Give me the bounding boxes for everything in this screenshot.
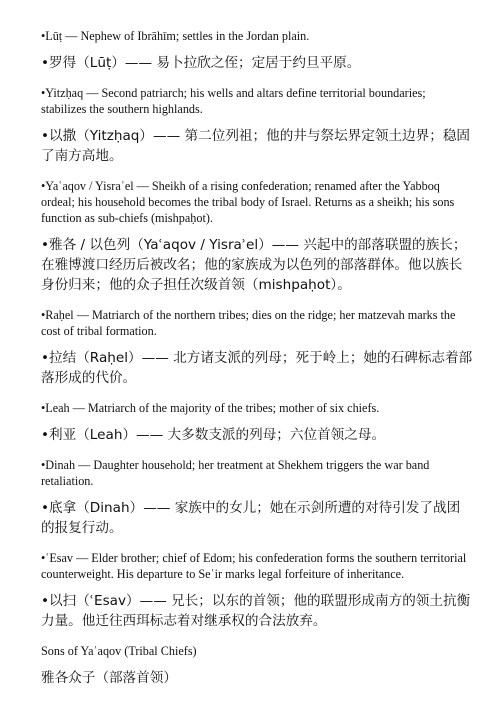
entry-lut-zh: •罗得（Lūṭ）—— 易卜拉欣之侄；定居于约旦平原。 bbox=[41, 55, 361, 71]
entry-rahel-en: •Raḥel — Matriarch of the northern tribes; dies on the ridge; her matzevah marks the cost of tribal formation. bbox=[41, 308, 456, 338]
entry-yitzhaq-en: •Yitzḥaq — Second patriarch; his wells and altars define territorial boundaries; stabilizes the southern highlands. bbox=[41, 86, 426, 116]
entry-yaaqov-en: •Yaʿaqov / Yisraʾel — Sheikh of a rising confederation; renamed after the Yabboq ordeal; his household becomes the tribal body of Israel. Returns as a sheikh; his sons function as sub-chiefs (mishpaḥot). bbox=[41, 179, 455, 225]
entry-dinah-zh: •底拿（Dinah）—— 家族中的女儿；她在示剑所遭的对待引发了战团的报复行动。 bbox=[41, 500, 461, 536]
entry-yaaqov-zh: •雅各 / 以色列（Yaʿaqov / Yisraʾel）—— 兴起中的部落联盟的族长；在雅博渡口经历后被改名；他的家族成为以色列的部落群体。他以族长身份归来；他的众子担任次级首领（mishpaḥot）。 bbox=[41, 237, 467, 293]
entry-leah-en: •Leah — Matriarch of the majority of the tribes; mother of six chiefs. bbox=[41, 401, 380, 415]
section-heading-en: Sons of Yaʿaqov (Tribal Chiefs) bbox=[41, 644, 197, 658]
entry-esav-en: •ʿEsav — Elder brother; chief of Edom; his confederation forms the southern territorial counterweight. His departure to Seʿir marks legal forfeiture of inheritance. bbox=[41, 551, 467, 581]
entry-yitzhaq-zh: •以撒（Yitzḥaq）—— 第二位列祖；他的井与祭坛界定领土边界；稳固了南方高地。 bbox=[41, 128, 471, 164]
document-page bbox=[41, 28, 473, 688]
entry-esav-zh: •以扫（ʿEsav）—— 兄长；以东的首领；他的联盟形成南方的领土抗衡力量。他迁往西珥标志着对继承权的合法放弃。 bbox=[41, 593, 471, 629]
entry-dinah-en: •Dinah — Daughter household; her treatment at Shekhem triggers the war band retaliation. bbox=[41, 458, 430, 488]
entry-rahel-zh: •拉结（Raḥel）—— 北方诸支派的列母；死于岭上；她的石碑标志着部落形成的代价。 bbox=[41, 350, 473, 386]
entry-leah-zh: •利亚（Leah）—— 大多数支派的列母；六位首领之母。 bbox=[41, 427, 386, 443]
section-heading-zh: 雅各众子（部落首领） bbox=[41, 670, 177, 686]
entry-lut-en: •Lūṭ — Nephew of Ibrāhīm; settles in the Jordan plain. bbox=[41, 29, 310, 43]
